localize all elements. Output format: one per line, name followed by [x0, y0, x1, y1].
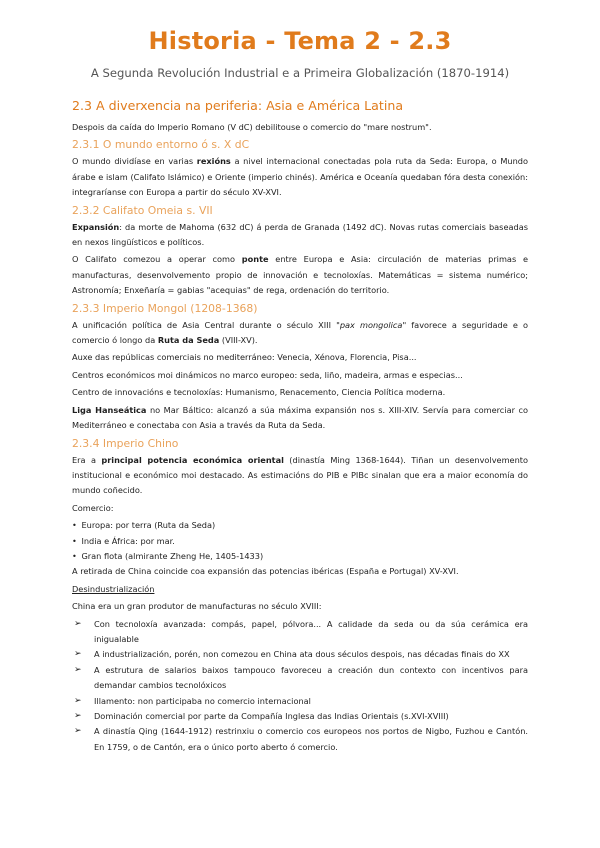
desindustrializacion-heading: Desindustrialización	[72, 583, 155, 594]
list-item: ➢ A industrialización, porén, non comezou en China ata dous séculos despois, nas décadas finais do XX	[72, 647, 528, 662]
list-item: • Gran flota (almirante Zheng He, 1405-1433)	[72, 550, 264, 561]
s3-paragraph-5: Liga Hanseática no Mar Báltico: alcanzó a súa máxima expansión nos s. XIII-XIV. Servía para comerciar co Mediterráneo e conectaba con Asia a través da Ruta da Seda.	[72, 404, 528, 431]
comercio-label: Comercio:	[72, 502, 114, 513]
arrow-bullet-icon: ➢	[74, 664, 82, 675]
s1-paragraph: O mundo dividíase en varias rexións a nivel internacional conectadas pola ruta da Seda: Europa, o Mundo árabe e islam (Califato Islámico) e Oriente (imperio chinés). América e Oceanía quedaban fóra desta conexión: integraríanse con Europa a partir do século XV-XVI.	[72, 156, 528, 198]
arrow-list	[72, 617, 528, 756]
list-item: • India e África: por mar.	[72, 535, 175, 546]
s3-paragraph-1: A unificación política de Asia Central durante o século XIII "pax mongolica" favorece a seguridade e o comercio ó longo da Ruta da Seda (VIII-XV).	[72, 319, 528, 346]
intro-paragraph: Despois da caída do Imperio Romano (V dC) debilitouse o comercio do "mare nostrum".	[72, 122, 432, 132]
bullet-icon: •	[72, 550, 77, 561]
page-subtitle: A Segunda Revolución Industrial e a Primeira Globalización (1870-1914)	[90, 66, 510, 80]
retirada-paragraph: A retirada de China coincide coa expansión das potencias ibéricas (España e Portugal) XV-XVI.	[72, 566, 459, 577]
page-title: Historia - Tema 2 - 2.3	[148, 27, 452, 55]
arrow-bullet-icon: ➢	[74, 618, 82, 629]
section-heading: 2.3 A diverxencia na periferia: Asia e América Latina	[72, 98, 404, 113]
list-item: ➢ Con tecnoloxía avanzada: compás, papel, pólvora... A calidade da seda ou da súa cerámica era inigualable	[74, 618, 528, 644]
subsection-heading-3: 2.3.3 Imperio Mongol (1208-1368)	[72, 301, 258, 315]
list-item: ➢ Dominación comercial por parte da Compañía Inglesa das Indias Orientais (s.XVI-XVIII)	[72, 709, 528, 724]
china-era-paragraph: China era un gran produtor de manufacturas no século XVIII:	[72, 601, 322, 612]
s2-paragraph-2: O Califato comezou a operar como ponte entre Europa e Asia: circulación de materias primas e manufacturas, desenvolvemento propio de innovación e tecnoloxías. Matemáticas = sistema numérico; Astronomía; Enxeñaría = gabias "acequias" de rega, ordenación do territorio.	[72, 254, 528, 296]
list-item: ➢ Illamento: non participaba no comercio internacional	[72, 694, 528, 709]
s3-paragraph-4: Centro de innovacións e tecnoloxías: Humanismo, Renacemento, Ciencia Política moderna.	[72, 387, 446, 398]
s3-paragraph-3: Centros económicos moi dinámicos no marco europeo: seda, liño, madeira, armas e especias...	[72, 369, 463, 380]
arrow-bullet-icon: ➢	[74, 649, 82, 660]
list-item: • Europa: por terra (Ruta da Seda)	[72, 520, 216, 531]
list-item: ➢ A estrutura de salarios baixos tampouco favoreceu a creación dun contexto con incentivos para demandar cambios tecnolóxicos	[74, 664, 528, 691]
s2-paragraph-1: Expansión: da morte de Mahoma (632 dC) á perda de Granada (1492 dC). Novas rutas comerciais baseadas en nexos lingüísticos e políticos.	[72, 221, 528, 248]
s4-paragraph-1: Era a principal potencia económica oriental (dinastía Ming 1368-1644). Tiñan un desenvolvemento institucional e económico moi destacado. As estimacións do PIB e PIBc sinalan que era a maior economía do mundo coñecido.	[72, 454, 528, 496]
arrow-bullet-icon: ➢	[74, 726, 82, 737]
subsection-heading-4: 2.3.4 Imperio Chino	[72, 436, 179, 450]
bullet-icon: •	[72, 520, 77, 531]
bullet-icon: •	[72, 535, 77, 546]
subsection-heading-1: 2.3.1 O mundo entorno ó s. X dC	[72, 138, 250, 152]
s3-paragraph-2: Auxe das repúblicas comerciais no mediterráneo: Venecia, Xénova, Florencia, Pisa...	[72, 352, 417, 363]
list-item: ➢ A dinastía Qing (1644-1912) restrinxiu o comercio cos europeos nos portos de Nigbo, Fuzhou e Cantón. En 1759, o de Cantón, era o único porto aberto ó comercio.	[74, 726, 528, 752]
subsection-heading-2: 2.3.2 Califato Omeia s. VII	[72, 203, 213, 217]
arrow-bullet-icon: ➢	[74, 695, 82, 706]
arrow-bullet-icon: ➢	[74, 711, 82, 721]
comercio-list	[72, 518, 528, 564]
